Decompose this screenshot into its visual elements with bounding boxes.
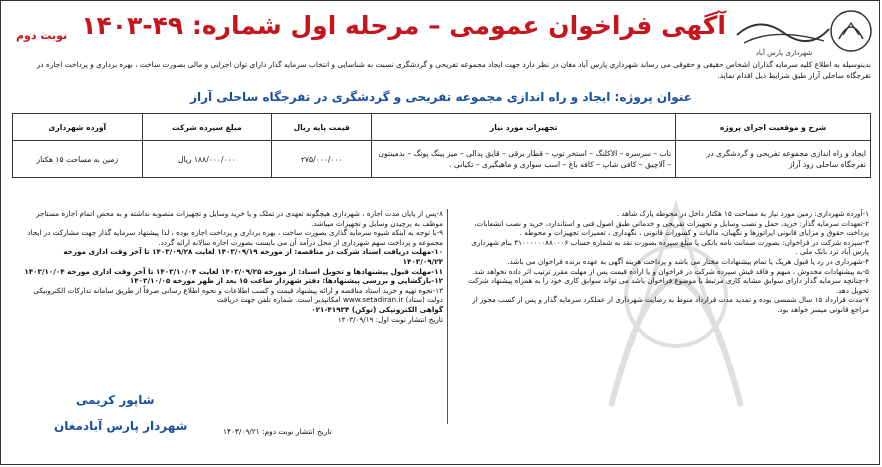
table-header-row	[13, 114, 871, 141]
logo-text: شهرداری پارس آباد	[755, 49, 813, 57]
header-cell: قیمت پایه ریال	[272, 114, 372, 141]
project-description-cell: ایجاد و راه اندازی مجموعه تفریحی و گردشگری در تفرجگاه ساحلی رود آراز	[676, 141, 871, 178]
equipment-cell: تاب – سرسره – الاکلنگ – استخر توپ – قطار برقی – قایق پدالی – میز پینگ پونگ – بدمینتون – آلاچیق – کافی شاپ – کافه باغ – اسب سواری و ماهیگیری – تکیانی .	[372, 141, 676, 178]
header-cell: شرح و موقعیت اجرای پروژه	[676, 114, 871, 141]
condition-item: ۲-تعهدات سرمایه گذار: خرید، حمل و نصب وسایل و تجهیزات تفریحی و خدماتی طبق اصول فنی و استاندارد، خرید و نصب انشعابات، پرداخت حقوق و مزایای قانونی اپراتورها و نگهبان، مالیات و کسورات قانونی ، نگهداری ، تعمیرات تجهیزات و محوطه .	[474, 218, 869, 238]
base-price-cell: ۲۷۵/۰۰۰/۰۰۰	[272, 141, 372, 178]
condition-item: ۹-با توجه به اینکه شیوه سرمایه گذاری بصورت ساخت ، بهره برداری و پرداخت اجاره بوده ، لذا پیشنهاد سرمایه گذار جهت مشارکت در ایجاد مجموعه و پرداخت سهم شهرداری از محل درآمد آن می بایست بصورت اجاره سالانه ارائه گردد.	[27, 228, 443, 247]
token-phone: گواهی الکترونیکی (توکن) ۴۱۹۳۴-۰۲۱	[311, 304, 443, 314]
column-divider	[447, 209, 448, 424]
header-cell: تجهیزات مورد نیاز	[372, 114, 676, 141]
header-cell: آورده شهرداری	[13, 114, 143, 141]
condition-item: ۵-به پیشنهادات مخدوش ، مبهم و فاقد فیش سپرده شرکت در فراخوان و یا اراده قیمت پس از مهلت مقرر ترتیب اثر داده نخواهد شد.	[472, 266, 869, 276]
condition-item: ۸-پس از پایان مدت اجاره ، شهرداری هیچگونه تعهدی در تملک و یا خرید وسایل و تجهیزات منصوبه نداشته و به محض اتمام اجاره مستاجر موظف به برچیدن وسایل و تجهیزات میباشد.	[36, 209, 443, 228]
signatory-role: شهردار پارس آبادمغان	[54, 419, 188, 433]
signatory-name: شاپور کریمی	[76, 393, 155, 407]
condition-item: ۱۱-مهلت قبول پیشنهادها و تحویل اسناد: از مورخه ۱۴۰۳/۰۹/۲۵ لغایت ۱۴۰۳/۱۰/۰۴ تا آخر وقت اداری مورخه ۱۴۰۳/۱۰/۰۴	[24, 266, 443, 276]
header-cell: مبلغ سپرده شرکت	[142, 114, 272, 141]
condition-item: ۶-چنانچه سرمایه گذار دارای سوابق مشابه کاری مرتبط با موضوع فراخوان باشد می تواند سوابق کاری خود را به همراه پیشنهاد شرکت تحویل دهد.	[468, 276, 869, 295]
condition-item: ۱۲-بازگشایی و بررسی پیشنهادها: دفتر شهردار ساعت ۱۵ بعد از ظهر مورخه ۱۴۰۳/۱۰/۰۵	[129, 276, 443, 286]
condition-item: ۱-آورده شهرداری: زمین مورد نیاز به مساحت ۱۵ هکتار داخل در محوطه پارک شاهد .	[616, 209, 869, 218]
condition-item: ۳-سپرده شرکت در فراخوان: بصورت ضمانت نامه بانکی یا مبلغ سپرده بصورت نقد به شماره حساب ۳۱۰۰۰۰۰۰۸۸۰۰۰۶ بنام شهرداری پارس آباد نزد بانک ملی .	[471, 237, 869, 257]
conditions-left	[23, 209, 443, 324]
second-publication-date: تاریخ انتشار نوبت دوم: ۱۴۰۳/۰۹/۲۱	[223, 427, 332, 436]
ad-title: آگهی فراخوان عمومی – مرحله اول شماره: ۴۹-۱۴۰۳	[81, 11, 726, 40]
condition-item: ۱۰-مهلت دریافت اسناد شرکت در مناقصه: از مورخه ۱۴۰۳/۰۹/۱۹ لغایت ۱۴۰۳/۰۹/۲۸ تا آخر وقت اداری مورخه ۱۴۰۳/۰۹/۲۴	[63, 247, 443, 266]
condition-item: ۷-مدت قرارداد ۱۵ سال شمسی بوده و تمدید مدت قرارداد منوط به رضایت شهرداری از عملکرد سرمایه گذار و پس از کسب مجوز از مراجع قانونی میسر خواهد بود.	[472, 295, 869, 314]
conditions-right	[453, 209, 869, 315]
municipality-contribution-cell: زمین به مساحت ۱۵ هکتار	[13, 141, 143, 178]
municipality-logo	[729, 5, 877, 59]
project-title: عنوان پروژه: ایجاد و راه اندازی مجموعه تفریحی و گردشگری در تفرجگاه ساحلی آراز	[190, 90, 692, 104]
condition-item: ۴-شهرداری در رد یا قبول هریک یا تمام پیشنهادات مختار می باشد و پرداخت هزینه آگهی به عهده برنده فراخوان می باشد.	[507, 256, 869, 266]
deposit-cell: ۱۸۸/۰۰۰/۰۰۰ ریال	[142, 141, 272, 178]
first-publication-date: تاریخ انتشار نوبت اول: ۱۴۰۳/۰۹/۱۹	[337, 314, 443, 324]
intro-text: بدینوسیله به اطلاع کلیه سرمایه گذاران اشخاص حقیقی و حقوقی می رساند شهرداری پارس آباد مغان در نظر دارد جهت ایجاد مجموعه تفریحی و گردشگری نسبت به شناسایی و انتخاب سرمایه گذار دارای توان اجرایی و مالی بصورت ساخت ، بهره برداری و پرداخت اجاره در تفرجگاه ساحلی آراز طبق شرایط ذیل اقدام نماید.	[36, 60, 871, 80]
condition-item: ۱۳-نحوه تهیه و خرید اسناد مناقصه و ارائه پیشنهاد قیمت و کسب اطلاعات و نحوه اطلاع رسانی صرفاً از طریق سامانه تدارکات الکترونیکی دولت (ستاد) www.setadiran.ir امکانپذیر است. شماره تلفن جهت دریافت	[33, 285, 443, 305]
edition-label: نوبت دوم	[16, 29, 68, 42]
